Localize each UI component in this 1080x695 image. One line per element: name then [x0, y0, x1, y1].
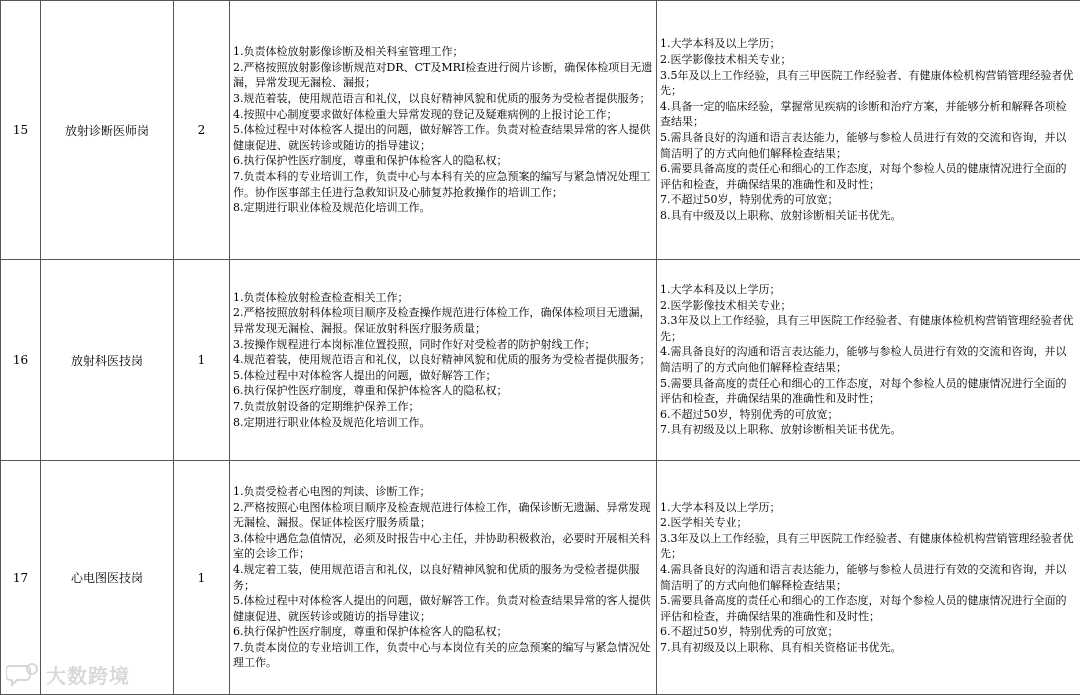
duty-item: 2.严格按照心电图体检项目顺序及检查规范进行体检工作，确保诊断无遗漏、异常发现无漏检、漏报。保证体检医疗服务质量； [233, 500, 653, 531]
duty-item: 3.规范着装，使用规范语言和礼仪，以良好精神风貌和优质的服务为受检者提供服务； [233, 91, 653, 107]
requirement-item: 5.需要具备高度的责任心和细心的工作态度，对每个参检人员的健康情况进行全面的评估和检查，并确保结果的准确性和及时性； [660, 593, 1077, 624]
watermark [6, 660, 130, 689]
requirements-cell [657, 1, 1080, 260]
table-row [1, 260, 1080, 461]
requirement-item: 8.具有中级及以上职称、放射诊断相关证书优先。 [660, 208, 1077, 224]
duty-item: 4.规范着装，使用规范语言和礼仪，以良好精神风貌和优质的服务为受检者提供服务； [233, 352, 653, 368]
duty-item: 3.体检中遇危急值情况，必须及时报告中心主任，并协助积极救治，必要时开展相关科室的会诊工作； [233, 531, 653, 562]
duty-item: 6.执行保护性医疗制度，尊重和保护体检客人的隐私权； [233, 153, 653, 169]
headcount: 1 [174, 260, 230, 461]
requirement-item: 2.医学影像技术相关专业； [660, 298, 1077, 314]
duty-item: 6.执行保护性医疗制度，尊重和保护体检客人的隐私权； [233, 624, 653, 640]
duties-cell [230, 461, 657, 695]
job-title: 放射诊断医师岗 [41, 1, 174, 260]
requirement-item: 2.医学相关专业； [660, 515, 1077, 531]
duty-item: 5.体检过程中对体检客人提出的问题，做好解答工作。负责对检查结果异常的客人提供健康促进、就医转诊或随访的指导建议； [233, 122, 653, 153]
duty-item: 5.体检过程中对体检客人提出的问题，做好解答工作。负责对检查结果异常的客人提供健康促进、就医转诊或随访的指导建议； [233, 593, 653, 624]
requirement-item: 3.3年及以上工作经验，具有三甲医院工作经验者、有健康体检机构营销管理经验者优先； [660, 313, 1077, 344]
requirements-cell [657, 461, 1080, 695]
duty-item: 4.规定着工装，使用规范语言和礼仪，以良好精神风貌和优质的服务为受检者提供服务； [233, 562, 653, 593]
requirement-item: 7.具有初级及以上职称、具有相关资格证书优先。 [660, 640, 1077, 656]
duty-item: 6.执行保护性医疗制度，尊重和保护体检客人的隐私权； [233, 383, 653, 399]
requirement-item: 5.需要具备高度的责任心和细心的工作态度，对每个参检人员的健康情况进行全面的评估和检查，并确保结果的准确性和及时性； [660, 376, 1077, 407]
requirement-item: 4.具备一定的临床经验，掌握常见疾病的诊断和治疗方案，并能够分析和解释各项检查结果； [660, 99, 1077, 130]
requirement-item: 1.大学本科及以上学历； [660, 500, 1077, 516]
requirement-item: 5.需具备良好的沟通和语言表达能力，能够与参检人员进行有效的交流和咨询，并以简洁明了的方式向他们解释检查结果； [660, 130, 1077, 161]
requirements-cell [657, 260, 1080, 461]
requirement-item: 6.需要具备高度的责任心和细心的工作态度，对每个参检人员的健康情况进行全面的评估和检查，并确保结果的准确性和及时性； [660, 161, 1077, 192]
duty-item: 1.负责受检者心电图的判读、诊断工作； [233, 484, 653, 500]
duty-item: 7.负责本科的专业培训工作，负责中心与本科有关的应急预案的编写与紧急情况处理工作。协作医事部主任进行急救知识及心肺复苏抢救操作的培训工作； [233, 169, 653, 200]
row-number: 16 [1, 260, 41, 461]
row-number: 15 [1, 1, 41, 260]
duty-item: 3.按操作规程进行本岗标准位置投照，同时作好对受检者的防护射线工作； [233, 337, 653, 353]
requirement-item: 3.5年及以上工作经验，具有三甲医院工作经验者、有健康体检机构营销管理经验者优先； [660, 68, 1077, 99]
requirement-item: 4.需具备良好的沟通和语言表达能力，能够与参检人员进行有效的交流和咨询，并以简洁明了的方式向他们解释检查结果； [660, 344, 1077, 375]
chat-bubble-logo-icon [6, 662, 40, 688]
row-number: 17 [1, 461, 41, 695]
requirement-item: 4.需具备良好的沟通和语言表达能力，能够与参检人员进行有效的交流和咨询，并以简洁明了的方式向他们解释检查结果； [660, 562, 1077, 593]
headcount: 1 [174, 461, 230, 695]
watermark-text: 大数跨境 [46, 660, 130, 689]
requirement-item: 6.不超过50岁，特别优秀的可放宽； [660, 624, 1077, 640]
requirement-item: 1.大学本科及以上学历； [660, 282, 1077, 298]
requirement-item: 1.大学本科及以上学历； [660, 36, 1077, 52]
duty-item: 5.体检过程中对体检客人提出的问题，做好解答工作； [233, 368, 653, 384]
job-title: 放射科医技岗 [41, 260, 174, 461]
duty-item: 7.负责本岗位的专业培训工作，负责中心与本岗位有关的应急预案的编写与紧急情况处理工作。 [233, 640, 653, 671]
requirement-item: 3.3年及以上工作经验，具有三甲医院工作经验者、有健康体检机构营销管理经验者优先； [660, 531, 1077, 562]
headcount: 2 [174, 1, 230, 260]
duty-item: 1.负责体检放射检查检查相关工作； [233, 290, 653, 306]
requirement-item: 2.医学影像技术相关专业； [660, 52, 1077, 68]
requirement-item: 7.不超过50岁，特别优秀的可放宽； [660, 192, 1077, 208]
job-title: 心电图医技岗 [41, 461, 174, 695]
duties-cell [230, 1, 657, 260]
duty-item: 4.按照中心制度要求做好体检重大异常发现的登记及疑难病例的上报讨论工作； [233, 107, 653, 123]
duty-item: 2.严格按照放射影像诊断规范对DR、CT及MRI检查进行阅片诊断，确保体检项目无遗漏，异常发现无漏检、漏报； [233, 60, 653, 91]
duty-item: 7.负责放射设备的定期维护保养工作； [233, 399, 653, 415]
duty-item: 8.定期进行职业体检及规范化培训工作。 [233, 415, 653, 431]
duty-item: 1.负责体检放射影像诊断及相关科室管理工作； [233, 44, 653, 60]
table-row [1, 1, 1080, 260]
duty-item: 2.严格按照放射科体检项目顺序及检查操作规范进行体检工作，确保体检项目无遗漏，异常发现无漏检、漏报。保证放射科医疗服务质量； [233, 305, 653, 336]
duties-cell [230, 260, 657, 461]
requirement-item: 6.不超过50岁，特别优秀的可放宽； [660, 407, 1077, 423]
duty-item: 8.定期进行职业体检及规范化培训工作。 [233, 200, 653, 216]
table-row [1, 461, 1080, 695]
requirement-item: 7.具有初级及以上职称、放射诊断相关证书优先。 [660, 422, 1077, 438]
